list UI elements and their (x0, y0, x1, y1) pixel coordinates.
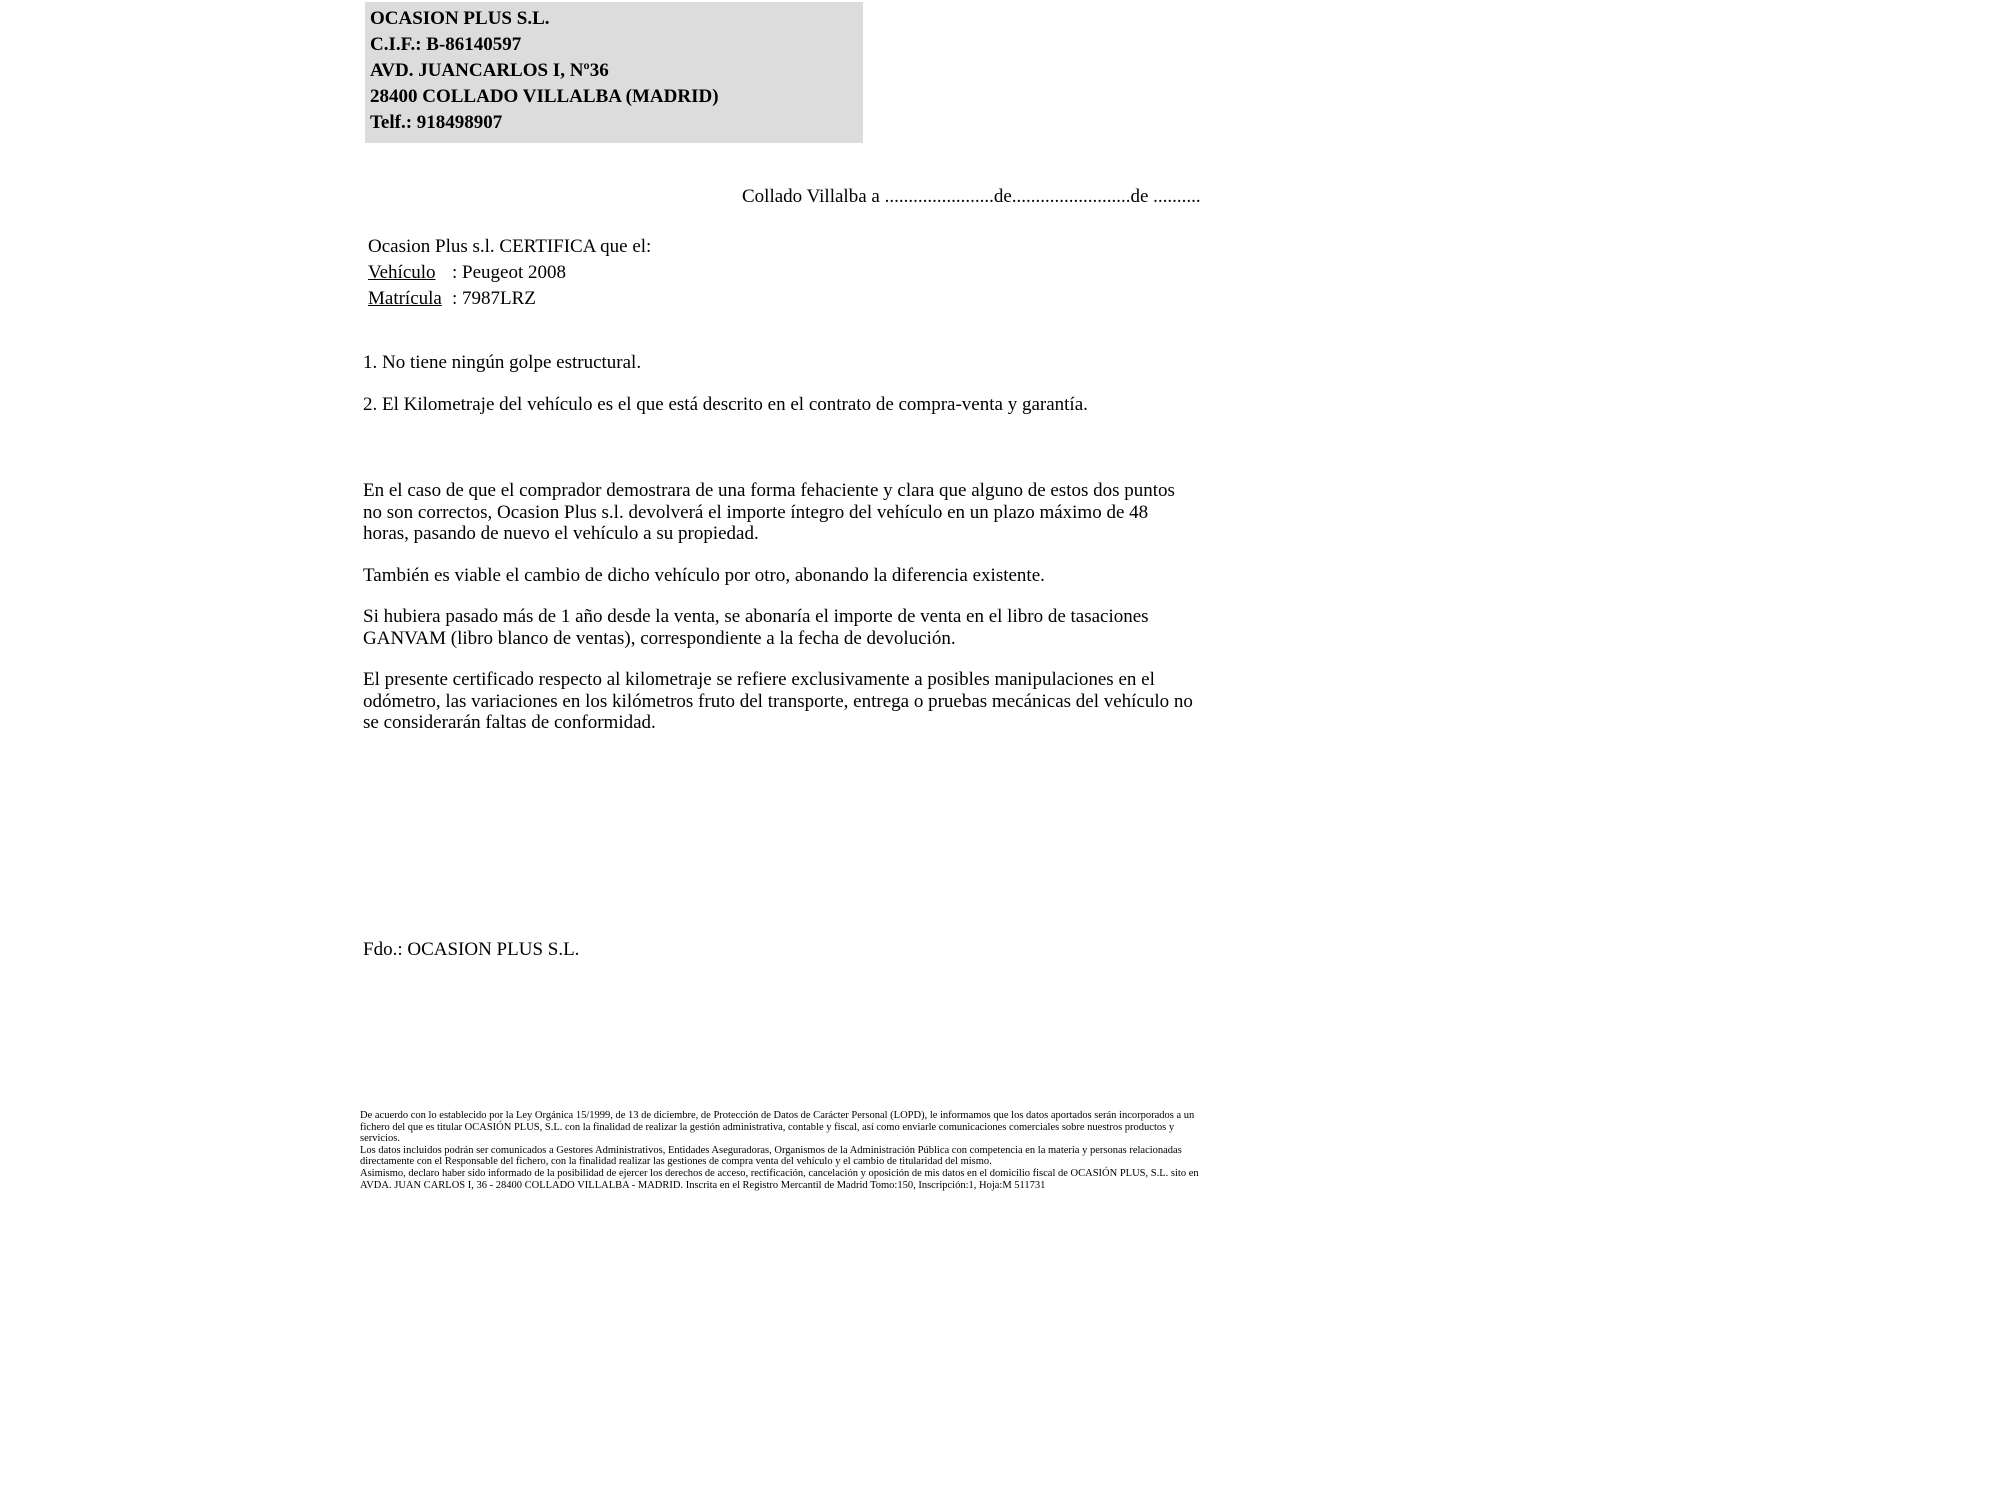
vehicle-label: Vehículo (368, 262, 436, 283)
company-cif: C.I.F.: B-86140597 (370, 34, 522, 55)
date-line: Collado Villalba a .......................de.........................de .......... (742, 186, 1201, 207)
paragraph-refund: En el caso de que el comprador demostrara de una forma fehaciente y clara que alguno de estos dos puntos no son correctos, Ocasion Plus s.l. devolverá el importe íntegro del vehículo en un plazo máximo de 48 horas, pasando de nuevo el vehículo a su propiedad. (363, 480, 1175, 544)
plate-value: : 7987LRZ (452, 288, 536, 309)
legal-paragraph-rights: Asimismo, declaro haber sido informado de la posibilidad de ejercer los derechos de acceso, rectificación, cancelación y oposición de mis datos en el domicilio fiscal de OCASIÓN PLUS, S.L. sito en AVDA. JUAN CARLOS I, 36 - 28400 COLLADO VILLALBA - MADRID. Inscrita en el Registro Mercantil de Madrid Tomo:150, Inscripción:1, Hoja:M 511731 (360, 1167, 1199, 1191)
points-block (363, 352, 1193, 436)
plate-label: Matrícula (368, 288, 442, 309)
vehicle-row (368, 260, 651, 286)
paragraph-exchange: También es viable el cambio de dicho vehículo por otro, abonando la diferencia existente. (363, 564, 1045, 586)
paragraph-odometer: El presente certificado respecto al kilometraje se refiere exclusivamente a posibles manipulaciones en el odómetro, las variaciones en los kilómetros fruto del transporte, entrega o pruebas mecánicas del vehículo no se considerarán faltas de conformidad. (363, 669, 1193, 733)
vehicle-value: : Peugeot 2008 (452, 262, 566, 283)
legal-footer (360, 1110, 1200, 1191)
legal-paragraph-lopd: De acuerdo con lo establecido por la Ley Orgánica 15/1999, de 13 de diciembre, de Protección de Datos de Carácter Personal (LOPD), le informamos que los datos aportados serán incorporados a un fichero del que es titular OCASIÓN PLUS, S.L. con la finalidad de realizar la gestión administrativa, contable y fiscal, así como enviarle comunicaciones comerciales sobre nuestros productos y servicios. (360, 1110, 1195, 1145)
company-header (365, 2, 863, 143)
point-1: 1. No tiene ningún golpe estructural. (363, 352, 642, 373)
company-name: OCASION PLUS S.L. (370, 8, 550, 29)
company-phone: Telf.: 918498907 (370, 112, 503, 133)
paragraph-ganvam: Si hubiera pasado más de 1 año desde la venta, se abonaría el importe de venta en el libro de tasaciones GANVAM (libro blanco de ventas), correspondiente a la fecha de devolución. (363, 606, 1149, 649)
certifica-line: Ocasion Plus s.l. CERTIFICA que el: (368, 236, 652, 257)
certification-block (368, 234, 651, 312)
point-2: 2. El Kilometraje del vehículo es el que está descrito en el contrato de compra-venta y garantía. (363, 394, 1088, 415)
plate-row (368, 286, 651, 312)
body-paragraphs (363, 480, 1195, 754)
company-address: AVD. JUANCARLOS I, Nº36 (370, 60, 609, 81)
legal-paragraph-data-sharing: Los datos incluidos podrán ser comunicados a Gestores Administrativos, Entidades Aseguradoras, Organismos de la Administración Pública con competencia en la materia y personas relacionadas directamente con el Responsable del fichero, con la finalidad realizar las gestiones de compra venta del vehículo y el cambio de titularidad del mismo. (360, 1144, 1182, 1168)
signature-line: Fdo.: OCASION PLUS S.L. (363, 939, 580, 960)
company-city: 28400 COLLADO VILLALBA (MADRID) (370, 86, 719, 107)
